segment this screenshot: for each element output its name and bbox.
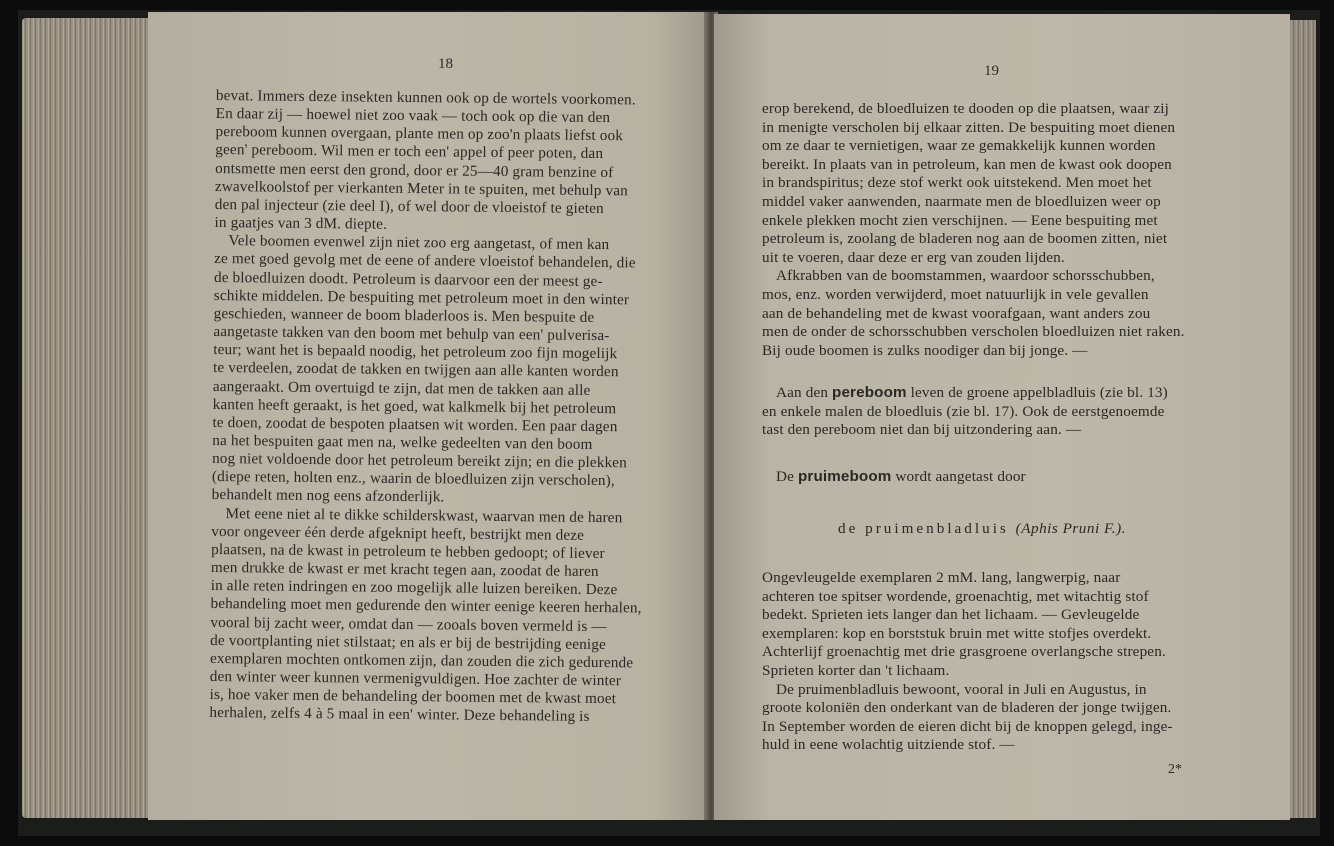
page-number-left: 18 — [438, 56, 453, 72]
left-page-text — [209, 87, 647, 727]
text-line: geschieden, wanneer de boom bladerloos is. Men bespuite de — [213, 304, 595, 326]
text-line: in brandspiritus; deze stof werkt ook uitstekend. Men moet het — [762, 174, 1152, 192]
text-line: en enkele malen de bloedluis (zie bl. 17). Ook de eerstgenoemde — [762, 402, 1165, 420]
text-line: Vele boomen evenwel zijn niet zoo erg aangetast, of men kan — [228, 232, 610, 254]
text-line: bevat. Immers deze insekten kunnen ook op de wortels voorkomen. — [215, 87, 636, 109]
text-span: De — [776, 468, 798, 485]
text-line: Achterlijf groenachtig met drie grasgroene overlangsche strepen. — [762, 643, 1166, 661]
text-line: men drukke de kwast er met kracht tegen aan, zoodat de haren — [210, 559, 599, 581]
text-line: te verdeelen, zoodat de takken en twijgen aan alle kanten worden — [212, 359, 619, 381]
text-line: exemplaren: kop en borststuk bruin met witte stofjes overdekt. — [762, 624, 1152, 642]
text-line: de voortplanting niet stilstaat; en als er bij de bestrijding eenige — [210, 631, 606, 653]
text-line: den winter weer kunnen vermenigvuldigen. Hoe zachter de winter — [209, 667, 622, 690]
text-line: te doen, zoodat de bespoten plaatsen wit worden. Een paar dagen — [212, 413, 618, 436]
text-line: Bij oude boomen is zulks noodiger dan bij jonge. — — [762, 341, 1088, 359]
text-line: En daar zij — hoewel niet zoo vaak — toch ook op die van den — [215, 105, 611, 127]
keyword-pereboom: pereboom — [832, 384, 907, 401]
text-line: men de onder de schorsschubben verscholen bloedluizen niet raken. — [762, 323, 1185, 341]
text-line: aan de behandeling met de kwast voorafgaan, want anders zou — [762, 304, 1151, 322]
text-line: om ze daar te vernietigen, waar ze gemakkelijk kunnen worden — [762, 137, 1156, 155]
text-line: enkele plekken mocht zien verschijnen. — Eene bespuiting met — [762, 211, 1158, 229]
text-line: tast den pereboom niet dan bij uitzondering aan. — — [762, 421, 1082, 439]
heading-text: de pruimenbladluis — [838, 520, 1016, 537]
text-line: is, hoe vaker men de behandeling der boomen met de kwast moet — [209, 686, 617, 708]
right-page — [714, 14, 1290, 820]
right-paragraph-3 — [762, 468, 1026, 487]
heading-species: (Aphis Pruni F.). — [1015, 520, 1126, 537]
section-heading — [838, 520, 1126, 538]
text-line — [762, 468, 1026, 487]
text-line: ze met goed gevolg met de eene of andere vloeistof behandelen, die — [214, 250, 636, 272]
signature-mark: 2* — [1168, 762, 1182, 777]
text-line: Met eene niet al te dikke schilderskwast, waarvan men de haren — [225, 504, 623, 526]
text-line: ontsmette men eerst den grond, door er 25—40 gram benzine of — [215, 159, 614, 181]
text-line: den pal injecteur (zie deel I), of wel door de vloeistof te gieten — [214, 195, 604, 218]
text-line: nog niet voldoende door het petroleum bereikt zijn; en die plekken — [212, 450, 627, 472]
page-number-right: 19 — [984, 63, 999, 79]
left-page — [148, 12, 708, 820]
text-line: in gaatjes van 3 dM. diepte. — [214, 214, 388, 233]
text-line: huld in eene wolachtig uitziende stof. — — [762, 736, 1015, 754]
text-line: vooral bij zacht weer, omdat dan — zooals boven vermeld is — — [210, 613, 607, 635]
text-line: na het bespuiten gaat men na, welke gedeelten van den boom — [212, 431, 593, 453]
text-span: leven de groene appelbladluis (zie bl. 13) — [906, 384, 1168, 401]
text-span: Aan den — [776, 384, 833, 401]
text-line: uit te voeren, daar deze er erg van zouden lijden. — [762, 248, 1065, 266]
text-line: Sprieten korter dan 't lichaam. — [762, 661, 950, 679]
text-line: De pruimenbladluis bewoont, vooral in Juli en Augustus, in — [776, 680, 1147, 698]
text-line: aangetaste takken van den boom met behulp van een' pulverisa- — [213, 323, 610, 345]
text-line — [762, 384, 1168, 403]
right-paragraph-1 — [762, 100, 1185, 360]
text-line: geen' pereboom. Wil men er toch een' appel of peer poten, dan — [215, 141, 604, 163]
right-paragraph-4 — [762, 569, 1173, 755]
text-line: Afkrabben van de boomstammen, waardoor schorsschubben, — [776, 267, 1155, 285]
text-line: petroleum is, zoolang de bladeren nog aan de boomen zitten, niet — [762, 230, 1168, 248]
text-line: plaatsen, na de kwast in petroleum te hebben gedoopt; of liever — [211, 540, 605, 563]
text-line: groote koloniën den onderkant van de bladeren der jonge twijgen. — [762, 699, 1172, 717]
text-line: herhalen, zelfs 4 à 5 maal in een' winter. Deze behandeling is — [209, 704, 590, 726]
text-line: in menigte verscholen bij elkaar zitten. De bespuiting moet dienen — [762, 118, 1176, 136]
text-line: (diepe reten, holten enz., waarin de bloedluizen zijn verscholen), — [211, 468, 615, 490]
text-line: teur; want het is bepaald noodig, het petroleum zoo fijn mogelijk — [213, 341, 618, 363]
text-line: aangeraakt. Om overtuigd te zijn, dat men de takken aan alle — [212, 377, 591, 399]
text-line: exemplaren mochten ontkomen zijn, dan zouden die zich gedurende — [209, 649, 634, 672]
text-line: in alle reten indringen en zoo mogelijk alle luizen bereiken. Deze — [210, 577, 618, 599]
page-edges-right — [1290, 20, 1316, 818]
text-line: In September worden de eieren dicht bij de knoppen gelegd, inge- — [762, 717, 1173, 735]
text-line: mos, enz. worden verwijderd, moet natuurlijk in vele gevallen — [762, 285, 1149, 303]
text-line: Ongevleugelde exemplaren 2 mM. lang, langwerpig, naar — [762, 569, 1121, 586]
text-line: erop berekend, de bloedluizen te dooden op die plaatsen, waar zij — [762, 100, 1169, 117]
text-line: kanten heeft geraakt, is het goed, wat kalkmelk bij het petroleum — [212, 395, 617, 417]
text-line: bereikt. In plaats van in petroleum, kan men de kwast ook doopen — [762, 155, 1172, 173]
text-line: achteren toe spitser wordende, groenachtig, met witachtig stof — [762, 587, 1149, 605]
text-line: de bloedluizen doodt. Petroleum is daarvoor een der meest ge- — [213, 268, 603, 290]
text-line: pereboom kunnen overgaan, plante men op zoo'n plaats liefst ook — [215, 123, 624, 145]
text-line: behandelt men nog eens afzonderlijk. — [211, 486, 445, 506]
text-line: middel vaker aanwenden, naarmate men de bloedluizen weer op — [762, 192, 1161, 210]
text-line: schikte middelen. De bespuiting met petroleum moet in den winter — [213, 286, 630, 309]
right-paragraph-2 — [762, 384, 1168, 440]
text-line: zwavelkoolstof per vierkanten Meter in te spuiten, met behulp van — [214, 177, 628, 200]
text-line: bedekt. Sprieten iets langer dan het lichaam. — Gevleugelde — [762, 606, 1140, 624]
page-edges-left — [22, 18, 148, 818]
text-span: wordt aangetast door — [891, 468, 1026, 485]
keyword-pruimeboom: pruimeboom — [797, 468, 892, 485]
text-line: behandeling moet men gedurende den winter eenige keeren herhalen, — [210, 595, 642, 617]
text-line: voor ongeveer één derde afgeknipt heeft, bestrijkt men deze — [211, 522, 585, 544]
